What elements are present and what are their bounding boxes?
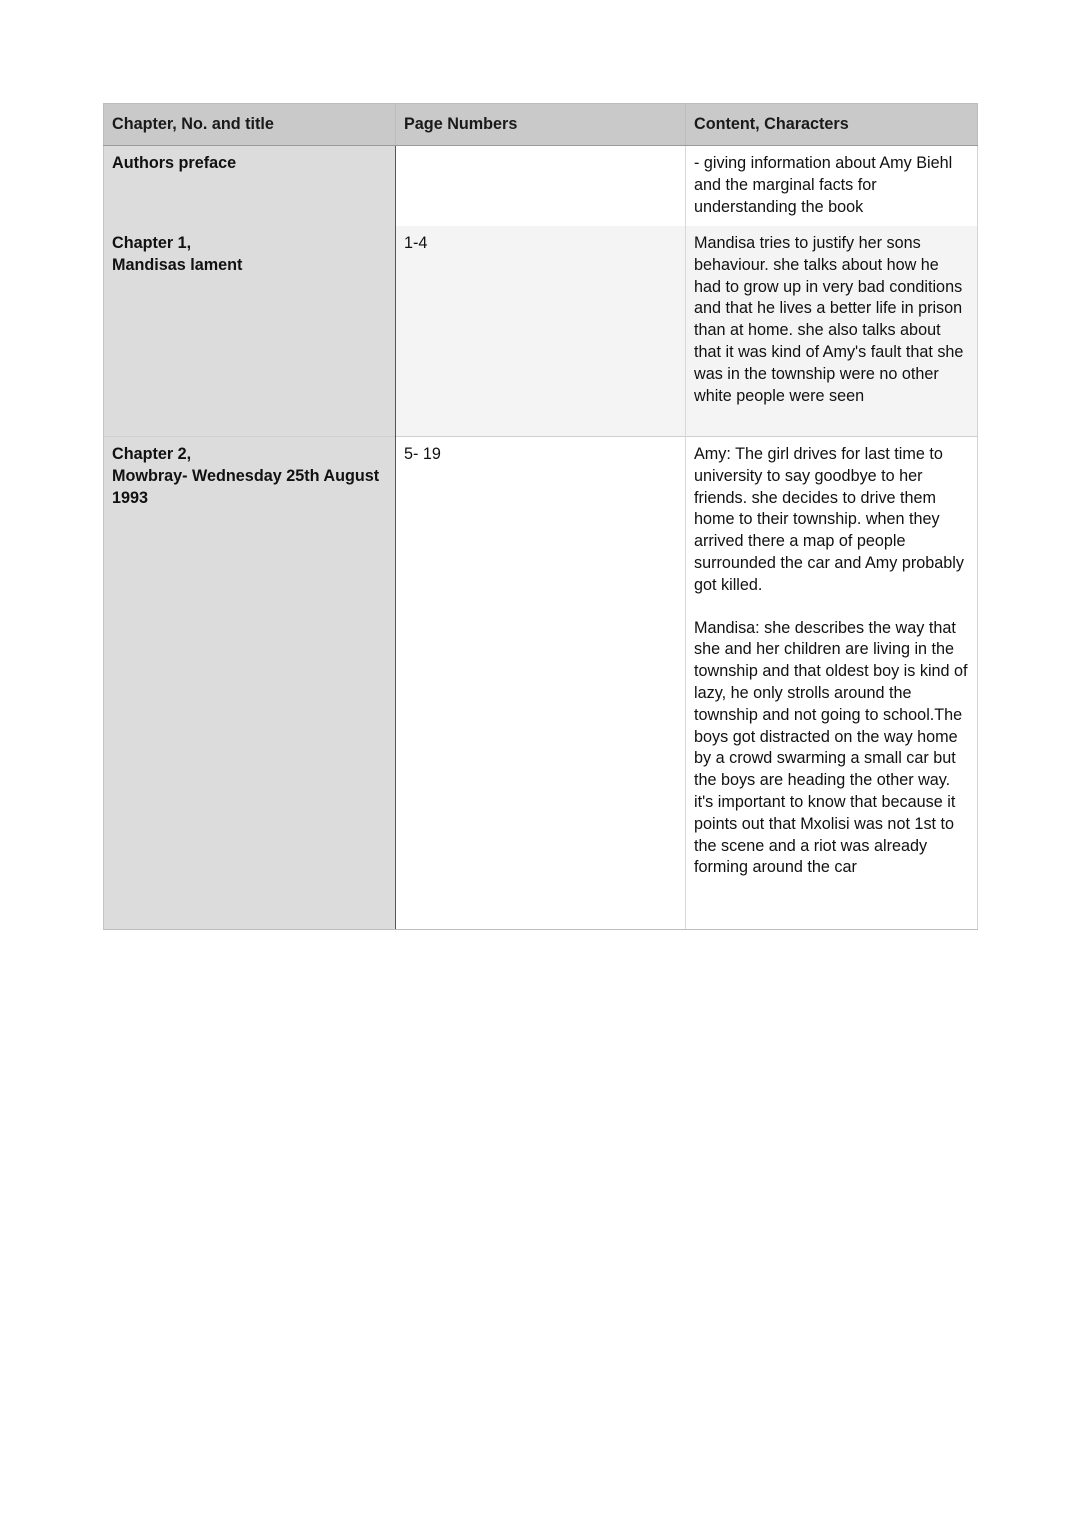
content-paragraph: Amy: The girl drives for last time to university to say goodbye to her friends. she decides to drive them home to their township. when they arrived there a map of people surrounded the car and Amy probably got killed. xyxy=(694,445,964,594)
content-cell xyxy=(686,226,978,437)
chapter-title: Authors preface xyxy=(112,154,237,172)
chapter-title: Mandisas lament xyxy=(112,255,243,274)
chapter-number: Chapter 2, xyxy=(112,445,192,463)
header-chapter: Chapter, No. and title xyxy=(104,104,396,146)
content-paragraph: Mandisa tries to justify her sons behaviour. she talks about how he had to grow up in very bad conditions and that he lives a better life in prison than at home. she also talks about that it was kind of Amy's fault that she was in the township were no other white people were seen xyxy=(694,234,964,405)
page-numbers-cell: 5- 19 xyxy=(396,437,686,930)
chapter-summary-table xyxy=(103,103,978,930)
table-row xyxy=(104,146,978,227)
chapter-number: Chapter 1, xyxy=(112,234,192,252)
header-page-numbers: Page Numbers xyxy=(396,104,686,146)
content-cell xyxy=(686,437,978,930)
chapter-title: Mowbray- Wednesday 25th August 1993 xyxy=(112,466,380,507)
content-paragraph: - giving information about Amy Biehl and the marginal facts for understanding the book xyxy=(694,154,953,216)
chapter-cell xyxy=(104,226,396,437)
chapter-cell xyxy=(104,146,396,227)
page-numbers-cell: 1-4 xyxy=(396,226,686,437)
page-numbers-cell xyxy=(396,146,686,227)
table-row xyxy=(104,226,978,437)
content-paragraph: Mandisa: she describes the way that she and her children are living in the township and that oldest boy is kind of lazy, he only strolls around the township and not going to school.The boys got distracted on the way home by a crowd swarming a small car but the boys are heading the other way. it's important to know that because it points out that Mxolisi was not 1st to the scene and a riot was already forming around the car xyxy=(694,618,968,877)
table-row xyxy=(104,437,978,930)
header-content: Content, Characters xyxy=(686,104,978,146)
content-cell xyxy=(686,146,978,227)
table-header-row xyxy=(104,104,978,146)
chapter-cell xyxy=(104,437,396,930)
